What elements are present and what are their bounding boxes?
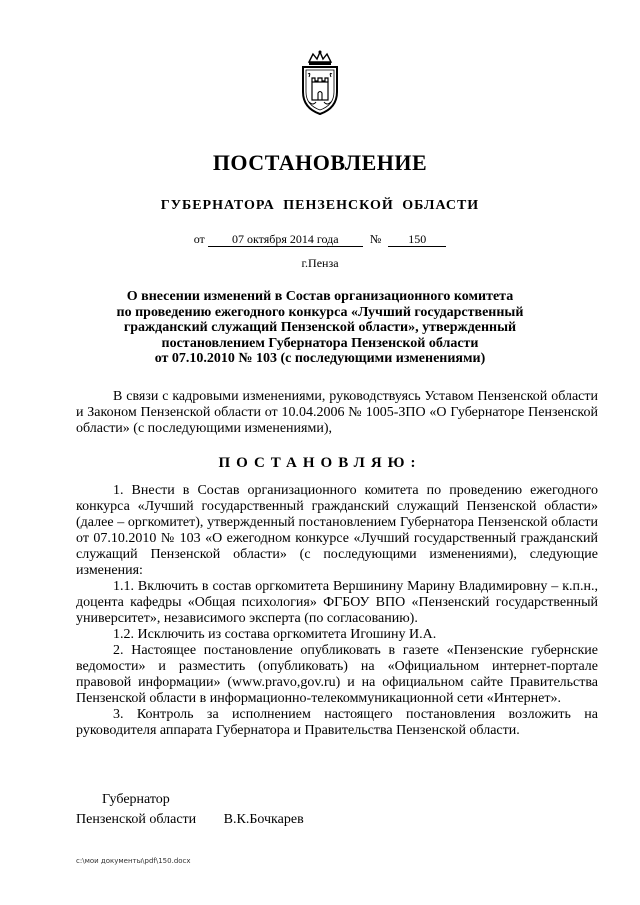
- signer-name: В.К.Бочкарев: [223, 812, 304, 827]
- signature-block: [76, 790, 304, 830]
- body-paragraph: 1.2. Исключить из состава оргкомитета Игошину И.А.: [113, 627, 437, 642]
- intro-paragraph: В связи с кадровыми изменениями, руководствуясь Уставом Пензенской области и Законом Пензенской области от 10.04.2006 № 1005-ЗПО «О Губернаторе Пензенской области» (с последующими изменениями),: [76, 389, 598, 436]
- body-paragraph: 3. Контроль за исполнением настоящего постановления возложить на руководителя аппарата Губернатора и Правительства Пензенской области.: [76, 707, 598, 738]
- body-block: [76, 483, 598, 739]
- heading-line: от 07.10.2010 № 103 (с последующими изменениями): [154, 351, 486, 366]
- document-issuer: ГУБЕРНАТОРА ПЕНЗЕНСКОЙ ОБЛАСТИ: [160, 198, 480, 213]
- heading-line: постановлением Губернатора Пензенской области: [161, 335, 479, 351]
- date-prefix: от: [193, 232, 205, 246]
- heading-line: гражданский служащий Пензенской области», утвержденный: [123, 320, 517, 335]
- signer-position-line2: Пензенской области: [76, 812, 197, 827]
- signer-position-line1: Губернатор: [102, 792, 170, 807]
- body-paragraph: 1. Внести в Состав организационного комитета по проведению ежегодного конкурса «Лучший государственный гражданский служащий Пензенской области» (далее – оргкомитет), утвержденный постановлением Губернатора Пензенской области от 07.10.2010 № 103 «О ежегодном конкурсе «Лучший государственный гражданский служащий Пензенской области» (с последующими изменениями), следующие изменения:: [76, 483, 598, 578]
- heading-line: О внесении изменений в Состав организационного комитета: [126, 289, 514, 304]
- file-path-footer: c:\мои документы\pdf\150.docx: [76, 857, 191, 865]
- body-paragraph: 2. Настоящее постановление опубликовать в газете «Пензенские губернские ведомости» и разместить (опубликовать) на «Официальном интернет-портале правовой информации» (www.pravo,gov.ru) и на официальном сайте Правительства Пензенской области в информационно-телекоммуникационной сети «Интернет».: [76, 643, 598, 706]
- body-paragraph: 1.1. Включить в состав оргкомитета Вершинину Марину Владимировну – к.п.н., доцента кафедры «Общая психология» ФГБОУ ВПО «Пензенский государственный университет», независимого эксперта (по согласованию).: [76, 579, 598, 626]
- intro-block: [76, 389, 598, 437]
- document-city: г.Пенза: [301, 256, 339, 270]
- document-date: 07 октября 2014 года: [208, 233, 363, 247]
- coat-of-arms-icon: [295, 50, 345, 116]
- document-title: ПОСТАНОВЛЕНИЕ: [212, 150, 428, 175]
- document-heading: [110, 289, 530, 367]
- date-number-line: [0, 232, 640, 247]
- document-number: 150: [388, 233, 446, 247]
- decree-word: ПОСТАНОВЛЯЮ:: [218, 455, 422, 471]
- signer-line2: [76, 810, 304, 830]
- number-sign: №: [369, 232, 382, 246]
- heading-line: по проведению ежегодного конкурса «Лучший государственный: [116, 304, 524, 320]
